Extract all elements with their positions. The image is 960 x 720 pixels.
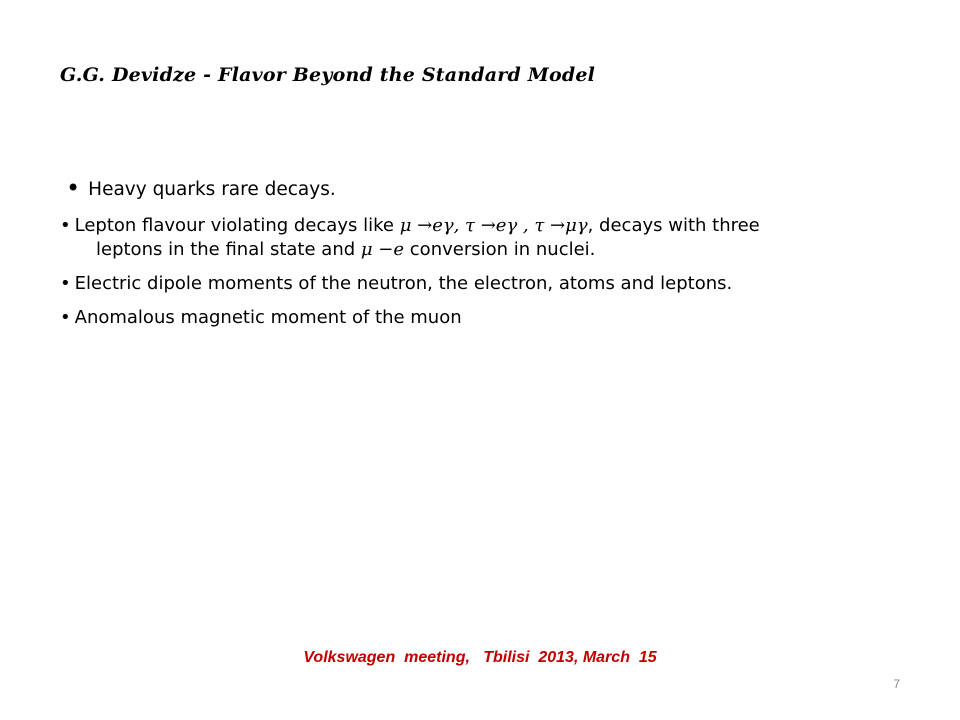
page-number: 7: [893, 677, 900, 691]
decay-formulas: μ →eγ, τ →eγ , τ →μγ: [399, 215, 588, 236]
bullet-first-line: [60, 214, 900, 238]
conversion-formula: μ −e: [360, 239, 405, 260]
slide-body: [60, 176, 900, 340]
bullet-heavy-quarks: [60, 176, 900, 202]
bullet-text-lead: Lepton flavour violating decays like: [74, 215, 394, 236]
bullet-marker: •: [60, 273, 71, 294]
slide-title: G.G. Devidze - Flavor Beyond the Standard Model: [60, 64, 596, 86]
bullet-text: Heavy quarks rare decays.: [88, 179, 336, 200]
bullet-text: Anomalous magnetic moment of the muon: [74, 307, 462, 328]
bullet-marker: •: [66, 174, 81, 202]
bullet-anomalous-moment: [60, 306, 900, 330]
bullet-marker: •: [60, 215, 71, 236]
bullet-text: Electric dipole moments of the neutron, the electron, atoms and leptons.: [74, 273, 733, 294]
bullet-continuation: [60, 238, 900, 262]
bullet-electric-dipole: [60, 272, 900, 296]
continuation-tail: conversion in nuclei.: [409, 239, 596, 260]
bullet-text-tail: , decays with three: [587, 215, 760, 236]
bullet-marker: •: [60, 307, 71, 328]
continuation-lead: leptons in the final state and: [96, 239, 356, 260]
bullet-lepton-flavour: [60, 214, 900, 262]
footer-meeting: Volkswagen meeting, Tbilisi 2013, March 15: [303, 649, 657, 666]
